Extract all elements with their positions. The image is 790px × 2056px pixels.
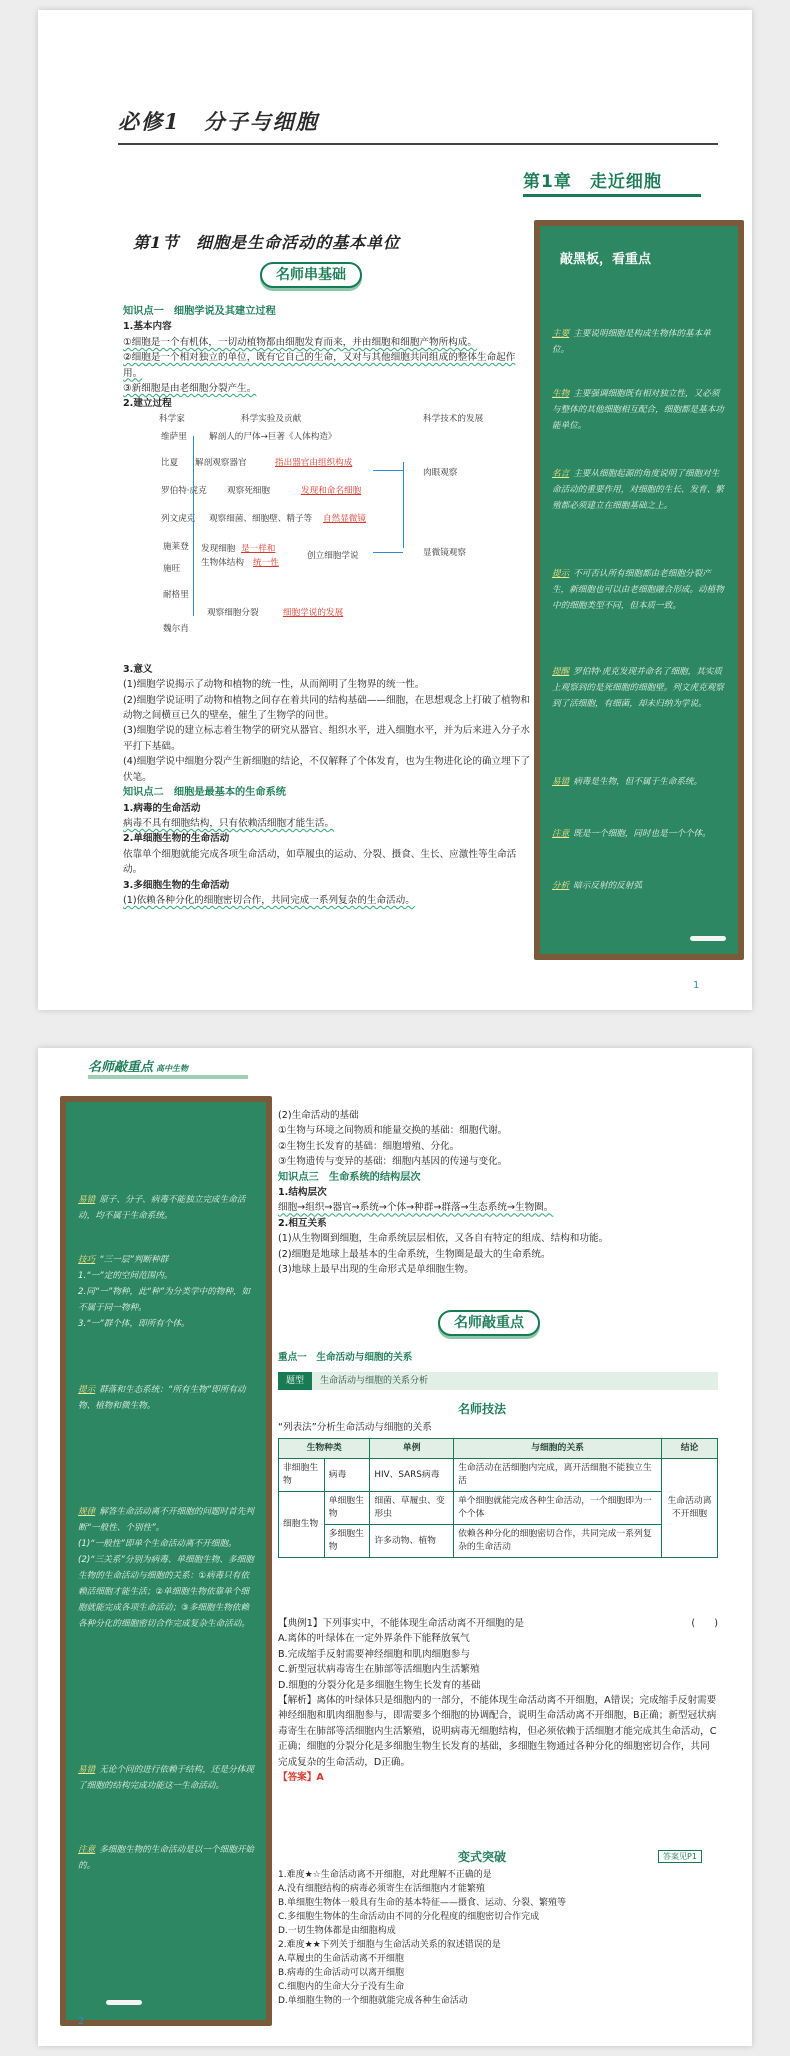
example-option: C.新型冠状病毒寄生在肺部等活细胞内生活繁殖 — [278, 1664, 480, 1676]
note-tag: 注意 — [78, 1845, 96, 1855]
levels-title: 1.结构层次 — [278, 1187, 327, 1199]
chapter-rule — [523, 194, 701, 197]
flow-tech-link-2 — [373, 552, 403, 553]
note-text: 多细胞生物的生命活动是以一个细胞开始的。 — [78, 1845, 254, 1871]
board2-note-1 — [78, 1192, 254, 1224]
flow-leeuwenhoek-red: 自然显微镜 — [323, 513, 366, 524]
flow-hooke-red: 发现和命名细胞 — [301, 485, 362, 496]
answer-paren: ( ) — [691, 1618, 718, 1629]
meaning-2: (2)细胞学说证明了动物和植物之间存在着共同的结构基础——细胞，在思想观念上打破了植物和动物之间横亘已久的壁垒，催生了生物学的问世。 — [123, 694, 530, 722]
note-tag: 易错 — [78, 1195, 96, 1205]
note-text: 罗伯特·虎克发现并命名了细胞，其实质上观察到的是死细胞的细胞壁。列文虎克观察到了活细胞，有细菌，却未归纳为学说。 — [552, 667, 724, 709]
note-text: 不可否认所有细胞都由老细胞分裂产生，新细胞也可以由老细胞融合形成。动植物中的细胞类型不同，但本质一致。 — [552, 569, 724, 611]
variant-option: A.没有细胞结构的病毒必须寄生在活细胞内才能繁殖 — [278, 1884, 485, 1894]
note-text: (1)“一般性”即单个生命活动离不开细胞。 — [78, 1539, 237, 1549]
variant-option: C.多细胞生物体的生命活动由不同的分化程度的细胞密切合作完成 — [278, 1912, 540, 1922]
chalkboard-2 — [60, 1096, 272, 2026]
example-block — [278, 1616, 718, 1785]
unicellular-text: 依靠单个细胞就能完成各项生命活动，如草履虫的运动、分裂、摄食、生长、应激性等生命活动。 — [123, 848, 517, 876]
note-tag: 名言 — [552, 469, 570, 479]
flow-head-tech: 科学技术的发展 — [423, 413, 484, 424]
variant-option: B.单细胞生物体一般具有生命的基本特征——摄食、运动、分裂、繁殖等 — [278, 1898, 567, 1908]
history-flowchart — [123, 412, 533, 662]
table-cell: 单细胞生物 — [324, 1492, 370, 1525]
table-row — [279, 1459, 718, 1492]
page-2 — [38, 1048, 752, 2046]
note-tag: 提示 — [552, 569, 570, 579]
board1-note-4 — [552, 566, 726, 614]
flow-virchow-2: 魏尔肖 — [163, 623, 189, 634]
note-text: (2)“三关系”分别为病毒、单细胞生物、多细胞生物的生命活动与细胞的关系：①病毒只有依赖活细胞才能生活；②单细胞生物依靠单个细胞就能完成各项生命活动；③多细胞生物依赖各种分化的细胞密切合作完成复杂生命活动。 — [78, 1555, 254, 1629]
page-number: 2 — [78, 2016, 85, 2027]
note-text: 主要说明细胞是构成生物体的基本单位。 — [552, 329, 711, 355]
content-3: ③新细胞是由老细胞分裂产生。 — [123, 383, 257, 395]
answer-ref: 答案见P1 — [658, 1850, 702, 1863]
table-cell: 依赖各种分化的细胞密切合作，共同完成一系列复杂的生命活动 — [454, 1525, 662, 1558]
note-text: 1.“一”定的空间范围内。 — [78, 1271, 173, 1281]
volume-title: 必修1 分子与细胞 — [118, 109, 319, 134]
brand-name: 名师敲重点 — [88, 1060, 154, 1075]
example-head: 【典例1】下列事实中，不能体现生命活动离不开细胞的是 — [278, 1618, 524, 1629]
flow-vesalius-work: 解剖人的尸体→巨著《人体构造》 — [209, 431, 337, 442]
note-text: 原子、分子、病毒不能独立完成生命活动，均不属于生命系统。 — [78, 1195, 246, 1221]
flow-microscope: 显微镜观察 — [423, 547, 466, 558]
kp1-title: 知识点一 细胞学说及其建立过程 — [123, 306, 276, 317]
basis-1: ①生物与环境之间物质和能量交换的基础：细胞代谢。 — [278, 1125, 508, 1137]
flow-tech-link-1 — [373, 470, 403, 471]
variant-q1: 1.难度★☆生命活动离不开细胞，对此理解不正确的是 — [278, 1870, 492, 1880]
chalkboard-title: 敲黑板，看重点 — [560, 252, 652, 267]
table-cell: 非细胞生物 — [279, 1459, 325, 1492]
note-tag: 易错 — [78, 1765, 96, 1775]
bar-text: 生命活动与细胞的关系分析 — [320, 1376, 429, 1386]
flow-virchow-1: 耐格里 — [163, 589, 189, 600]
table-cell: 病毒 — [324, 1459, 370, 1492]
basis-2: ②生物生长发育的基础：细胞增殖、分化。 — [278, 1140, 460, 1152]
note-text: 既是一个细胞，同时也是一个个体。 — [573, 829, 711, 839]
board1-note-5 — [552, 664, 726, 712]
table-header: 结论 — [662, 1439, 718, 1459]
meaning-3: (3)细胞学说的建立标志着生物学的研究从器官、组织水平，进入细胞水平，并为后来进入分子水平打下基础。 — [123, 725, 530, 752]
content-1: ①细胞是一个有机体，一切动植物都由细胞发育而来，并由细胞和细胞产物所构成。 — [123, 336, 477, 348]
note-tag: 易错 — [552, 777, 570, 787]
table-cell: 单个细胞就能完成各种生命活动，一个细胞即为一个个体 — [454, 1492, 662, 1525]
example-option: D.细胞的分裂分化是多细胞生物生长发育的基础 — [278, 1679, 481, 1691]
meaning-1: (1)细胞学说揭示了动物和植物的统一性，从而阐明了生物界的统一性。 — [123, 679, 425, 691]
chapter-title: 第1章 走近细胞 — [523, 172, 662, 192]
note-tag: 主要 — [552, 329, 570, 339]
note-text: 群落和生态系统：“所有生物”即所有动物、植物和微生物。 — [78, 1385, 246, 1411]
note-tag: 规律 — [78, 1507, 96, 1517]
note-tag: 提醒 — [552, 667, 570, 677]
flow-leeuwenhoek: 列文虎克 — [161, 513, 196, 524]
kp1-sub-content: 1.基本内容 — [123, 321, 172, 333]
chalk-icon — [106, 2000, 142, 2005]
flow-virchow-red: 细胞学说的发展 — [283, 607, 344, 618]
table-cell: HIV、SARS病毒 — [370, 1459, 454, 1492]
board1-note-2 — [552, 386, 726, 434]
board1-note-8 — [552, 878, 726, 894]
flow-schleiden: 施莱登 — [163, 541, 189, 552]
multicellular-text: (1)依赖各种分化的细胞密切合作，共同完成一系列复杂的生命活动。 — [123, 894, 415, 906]
board2-note-6 — [78, 1842, 254, 1874]
flow-vesalius: 维萨里 — [161, 431, 187, 442]
board2-note-5 — [78, 1762, 254, 1794]
flow-bichat-red: 指出器官由组织构成 — [275, 457, 353, 468]
note-text: 解答生命活动离不开细胞的问题时首先判断“一般性、个别性”。 — [78, 1507, 254, 1533]
variant-block — [278, 1868, 718, 2008]
question-type-bar — [278, 1372, 718, 1390]
kp1-sub-process: 2.建立过程 — [123, 398, 172, 410]
flow-sch-red1: 是一样和 — [241, 543, 276, 554]
flow-sch-result: 创立细胞学说 — [307, 550, 359, 561]
flow-head-scientist: 科学家 — [159, 413, 185, 424]
kp3-title: 知识点三 生命系统的结构层次 — [278, 1171, 421, 1183]
relation-1: (1)从生物圈到细胞，生命系统层层相依，又各自有特定的组成、结构和功能。 — [278, 1233, 609, 1245]
page-1 — [38, 10, 752, 1010]
focus-pill: 名师敲重点 — [438, 1310, 540, 1336]
flow-hooke-work: 观察死细胞 — [227, 485, 270, 496]
board2-note-2 — [78, 1252, 254, 1332]
relation-title: 2.相互关系 — [278, 1217, 327, 1229]
multicellular-title: 3.多细胞生物的生命活动 — [123, 879, 230, 891]
table-header: 生物种类 — [279, 1439, 370, 1459]
basis-3: ③生物遗传与变异的基础：细胞内基因的传递与变化。 — [278, 1156, 508, 1168]
variant-q2: 2.难度★★下列关于细胞与生命活动关系的叙述错误的是 — [278, 1940, 501, 1950]
basis-title: (2)生命活动的基础 — [278, 1110, 359, 1121]
chalk-icon — [690, 936, 726, 941]
note-tag: 生物 — [552, 389, 570, 399]
variant-option: C.细胞内的生命大分子没有生命 — [278, 1982, 405, 1992]
unicellular-title: 2.单细胞生物的生命活动 — [123, 833, 230, 845]
flow-virchow-work: 观察细胞分裂 — [207, 607, 259, 618]
note-text: 暗示反射的反射弧 — [573, 881, 642, 891]
virus-title: 1.病毒的生命活动 — [123, 802, 201, 814]
variant-option: D.单细胞生物的一个细胞就能完成各种生命活动 — [278, 1996, 468, 2006]
page1-body — [123, 304, 533, 908]
note-text: 主要从细胞起源的角度说明了细胞对生命活动的重要作用，对细胞的生长、发育、繁殖都必须建立在细胞基础之上。 — [552, 469, 724, 511]
note-text: 无论个问的进行依赖于结构，还是分体现了细胞的结构完成功能这一生命活动。 — [78, 1765, 254, 1791]
levels-chain: 细胞→组织→器官→系统→个体→种群→群落→生态系统→生物圈。 — [278, 1202, 554, 1214]
note-tag: 注意 — [552, 829, 570, 839]
flow-leeuwenhoek-work: 观察细菌、细胞壁、精子等 — [209, 513, 313, 524]
relation-2: (2)细胞是地球上最基本的生命系统，生物圈是最大的生命系统。 — [278, 1248, 551, 1260]
brand-logo — [88, 1056, 188, 1075]
flow-timeline — [193, 436, 194, 616]
flow-sch-red2: 统一性 — [253, 557, 279, 568]
example-answer: 【答案】A — [278, 1772, 324, 1784]
example-option: B.完成缩手反射需要神经细胞和肌肉细胞参与 — [278, 1648, 470, 1660]
board2-note-4 — [78, 1504, 254, 1632]
flow-bichat: 比夏 — [161, 457, 179, 468]
table-cell: 多细胞生物 — [324, 1525, 370, 1558]
board1-note-3 — [552, 466, 726, 514]
virus-text: 病毒不具有细胞结构，只有依赖活细胞才能生活。 — [123, 817, 335, 829]
note-tag: 分析 — [552, 881, 570, 891]
variant-title: 变式突破 — [458, 1850, 507, 1864]
relation-3: (3)地球上最早出现的生命形式是单细胞生物。 — [278, 1264, 474, 1276]
board1-note-1 — [552, 326, 726, 358]
table-intro: “列表法”分析生命活动与细胞的关系 — [278, 1422, 432, 1433]
board1-note-7 — [552, 826, 726, 842]
table-cell: 生命活动在活细胞内完成，离开活细胞不能独立生活 — [454, 1459, 662, 1492]
bar-tag: 题型 — [278, 1372, 312, 1390]
flow-sch-work2: 生物体结构 — [201, 557, 244, 568]
note-text: 2.同“一”物种，此“种”为分类学中的物种，如不属于同一物种。 — [78, 1287, 251, 1313]
flow-bichat-work: 解剖观察器官 — [195, 457, 247, 468]
volume-rule — [118, 143, 718, 145]
kp2-title: 知识点二 细胞是最基本的生命系统 — [123, 787, 286, 799]
table-row — [279, 1525, 718, 1558]
note-text: 3.“一”群个体，即所有个体。 — [78, 1319, 190, 1329]
note-tag: 技巧 — [78, 1255, 96, 1265]
table-cell: 许多动物、植物 — [370, 1525, 454, 1558]
note-text: 主要强调细胞既有相对独立性，又必须与整体的其他细胞相互配合，细胞都是基本功能单位。 — [552, 389, 724, 431]
page-number: 1 — [693, 980, 700, 991]
flow-tech-bracket — [403, 462, 404, 548]
basics-pill: 名师串基础 — [260, 262, 362, 288]
tech-title: 名师技法 — [458, 1402, 507, 1416]
note-text: 病毒是生物，但不属于生命系统。 — [573, 777, 703, 787]
section-title: 第1节 细胞是生命活动的基本单位 — [133, 233, 401, 252]
flow-sch-work1: 发现细胞 — [201, 543, 236, 554]
brand-rule — [88, 1075, 248, 1079]
table-cell: 细菌、草履虫、变形虫 — [370, 1492, 454, 1525]
table-row — [279, 1492, 718, 1525]
board2-note-3 — [78, 1382, 254, 1414]
flow-schwann: 施旺 — [163, 563, 181, 574]
page2-body-top — [278, 1108, 718, 1277]
note-text: “三一层”判断种群 — [99, 1255, 169, 1265]
kp1-sub-meaning: 3.意义 — [123, 663, 153, 675]
table-header: 单例 — [370, 1439, 454, 1459]
flow-hooke: 罗伯特·虎克 — [161, 485, 207, 496]
example-option: A.离体的叶绿体在一定外界条件下能释放氧气 — [278, 1633, 470, 1645]
flow-head-practice: 科学实验及贡献 — [241, 413, 302, 424]
table-header-row — [279, 1439, 718, 1459]
brand-sub: 高中生物 — [156, 1064, 189, 1073]
content-2: ②细胞是一个相对独立的单位，既有它自己的生命，又对与其他细胞共同组成的整体生命起作用。 — [123, 352, 516, 379]
table-cell: 细胞生物 — [279, 1492, 325, 1558]
board1-note-6 — [552, 774, 726, 790]
relation-table — [278, 1438, 718, 1558]
variant-option: D.一切生物体都是由细胞构成 — [278, 1926, 396, 1936]
focus-title: 重点一 生命活动与细胞的关系 — [278, 1352, 413, 1363]
flow-anatomy: 肉眼观察 — [423, 467, 458, 478]
table-conclusion: 生命活动离不开细胞 — [662, 1459, 718, 1558]
variant-option: A.草履虫的生命活动离不开细胞 — [278, 1954, 404, 1964]
note-tag: 提示 — [78, 1385, 96, 1395]
table-header: 与细胞的关系 — [454, 1439, 662, 1459]
variant-option: B.病毒的生命活动可以离开细胞 — [278, 1968, 405, 1978]
example-question — [278, 1616, 718, 1631]
example-explain: 【解析】离体的叶绿体只是细胞内的一部分，不能体现生命活动离不开细胞，A错误；完成缩手反射需要神经细胞和肌肉细胞参与，即需要多个细胞的协调配合，说明生命活动离不开细胞，B正确；新型冠状病毒寄生在肺部等活细胞内生活繁殖，说明病毒无细胞结构，但必须依赖于活细胞才能完成其生命活动，C正确；细胞的分裂分化是多细胞生物生长发育的基础，多细胞生物通过各种分化的细胞密切合作，共同完成复杂的生命活动，D正确。 — [278, 1695, 717, 1768]
chalkboard-1 — [534, 220, 744, 960]
meaning-4: (4)细胞学说中细胞分裂产生新细胞的结论，不仅解释了个体发育，也为生物进化论的确立埋下了伏笔。 — [123, 756, 530, 783]
